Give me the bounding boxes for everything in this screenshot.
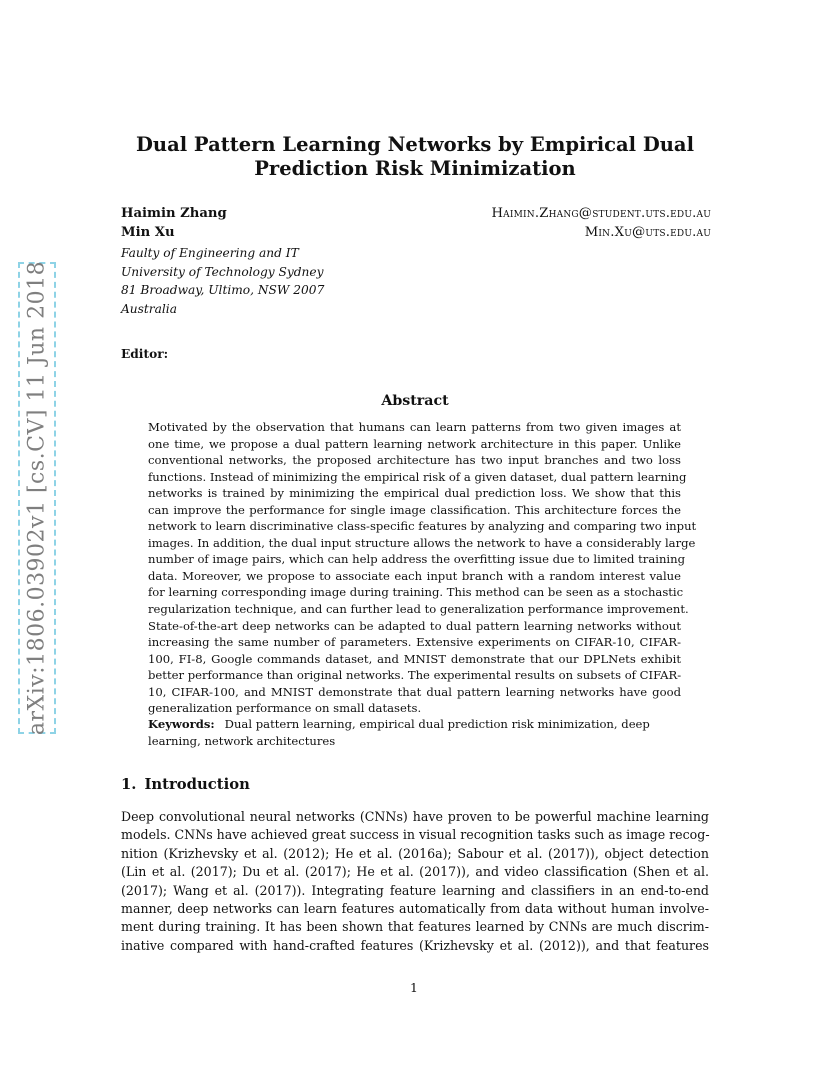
abstract-body bbox=[148, 419, 697, 717]
title-line: Prediction Risk Minimization bbox=[254, 157, 576, 180]
abstract-line: generalization performance on small datasets. bbox=[148, 701, 422, 716]
abstract-line: Motivated by the observation that humans can learn patterns from two given images at bbox=[148, 420, 681, 434]
abstract-line: number of image pairs, which can help address the overfitting issue due to limited training bbox=[148, 552, 686, 567]
abstract-line: regularization technique, and can further lead to generalization performance improvement. bbox=[148, 602, 689, 617]
abstract-line: network to learn discriminative class-specific features by analyzing and comparing two input bbox=[148, 519, 697, 534]
section-body bbox=[121, 808, 709, 955]
body-line: nition (Krizhevsky et al. (2012); He et al. (2016a); Sabour et al. (2017)), object detection bbox=[121, 845, 709, 861]
abstract-heading: Abstract bbox=[381, 393, 449, 409]
body-line: (Lin et al. (2017); Du et al. (2017); He et al. (2017)), and video classification (Shen et al. bbox=[121, 864, 709, 880]
abstract-line: better performance than original networks. The experimental results on subsets of CIFAR- bbox=[148, 668, 682, 683]
body-line: (2017); Wang et al. (2017)). Integrating feature learning and classifiers in an end-to-end bbox=[121, 882, 709, 898]
author-name: Min Xu bbox=[121, 225, 175, 240]
body-line: manner, deep networks can learn features automatically from data without human involve- bbox=[121, 901, 709, 917]
keywords-line: learning, network architectures bbox=[148, 733, 336, 748]
abstract-line: networks is trained by minimizing the empirical dual prediction loss. We show that this bbox=[148, 486, 681, 501]
keywords-label: Keywords: bbox=[148, 717, 215, 731]
author-block bbox=[121, 206, 711, 244]
abstract-line: can improve the performance for single image classification. This architecture forces the bbox=[148, 502, 681, 517]
section-title: Introduction bbox=[144, 776, 250, 793]
arxiv-side-stamp bbox=[18, 262, 56, 734]
author-email: Haimin.Zhang@student.uts.edu.au bbox=[491, 206, 711, 221]
editor-label: Editor: bbox=[121, 347, 169, 361]
abstract-line: State-of-the-art deep networks can be adapted to dual pattern learning networks without bbox=[148, 618, 681, 633]
body-line: Deep convolutional neural networks (CNNs) have proven to be powerful machine learning bbox=[121, 809, 709, 824]
page-number: 1 bbox=[410, 980, 418, 995]
body-line: ment during training. It has been shown that features learned by CNNs are much discrim- bbox=[121, 919, 709, 935]
abstract-line: for learning corresponding image during training. This method can be seen as a stochastic bbox=[148, 585, 684, 600]
abstract-line: 100, FI-8, Google commands dataset, and MNIST demonstrate that our DPLNets exhibit bbox=[148, 651, 681, 666]
affiliation-line: Faulty of Engineering and IT bbox=[121, 246, 299, 260]
keywords bbox=[148, 716, 681, 749]
affiliation-line: 81 Broadway, Ultimo, NSW 2007 bbox=[121, 283, 325, 298]
abstract-line: 10, CIFAR-100, and MNIST demonstrate that dual pattern learning networks have good bbox=[148, 684, 681, 699]
paper-title bbox=[120, 133, 710, 181]
affiliation-line: University of Technology Sydney bbox=[121, 264, 324, 279]
body-line: models. CNNs have achieved great success in visual recognition tasks such as image recog- bbox=[121, 827, 710, 843]
section-heading bbox=[121, 776, 250, 793]
abstract-line: increasing the same number of parameters. Extensive experiments on CIFAR-10, CIFAR- bbox=[148, 635, 681, 650]
affiliation bbox=[121, 244, 324, 318]
affiliation-line: Australia bbox=[121, 301, 177, 316]
abstract-line: images. In addition, the dual input structure allows the network to have a considerably large bbox=[148, 535, 696, 550]
section-number: 1. bbox=[121, 776, 137, 793]
author-name: Haimin Zhang bbox=[121, 206, 227, 221]
keywords-line bbox=[148, 716, 681, 733]
body-line: inative compared with hand-crafted features (Krizhevsky et al. (2012)), and that features bbox=[121, 937, 709, 953]
author-email: Min.Xu@uts.edu.au bbox=[584, 225, 711, 240]
title-line: Dual Pattern Learning Networks by Empirical Dual bbox=[136, 133, 694, 156]
arxiv-identifier: arXiv:1806.03902v1 [cs.CV] 11 Jun 2018 bbox=[24, 260, 50, 736]
abstract-line: conventional networks, the proposed architecture has two input branches and two loss bbox=[148, 453, 681, 468]
author-row bbox=[121, 206, 711, 225]
abstract-line: data. Moreover, we propose to associate each input branch with a random interest value bbox=[148, 568, 681, 583]
abstract-line: functions. Instead of minimizing the empirical risk of a given dataset, dual pattern learning bbox=[148, 469, 687, 484]
author-row bbox=[121, 225, 711, 244]
abstract-line: one time, we propose a dual pattern learning network architecture in this paper. Unlike bbox=[148, 436, 681, 451]
keywords-text: Dual pattern learning, empirical dual prediction risk minimization, deep bbox=[224, 717, 650, 731]
